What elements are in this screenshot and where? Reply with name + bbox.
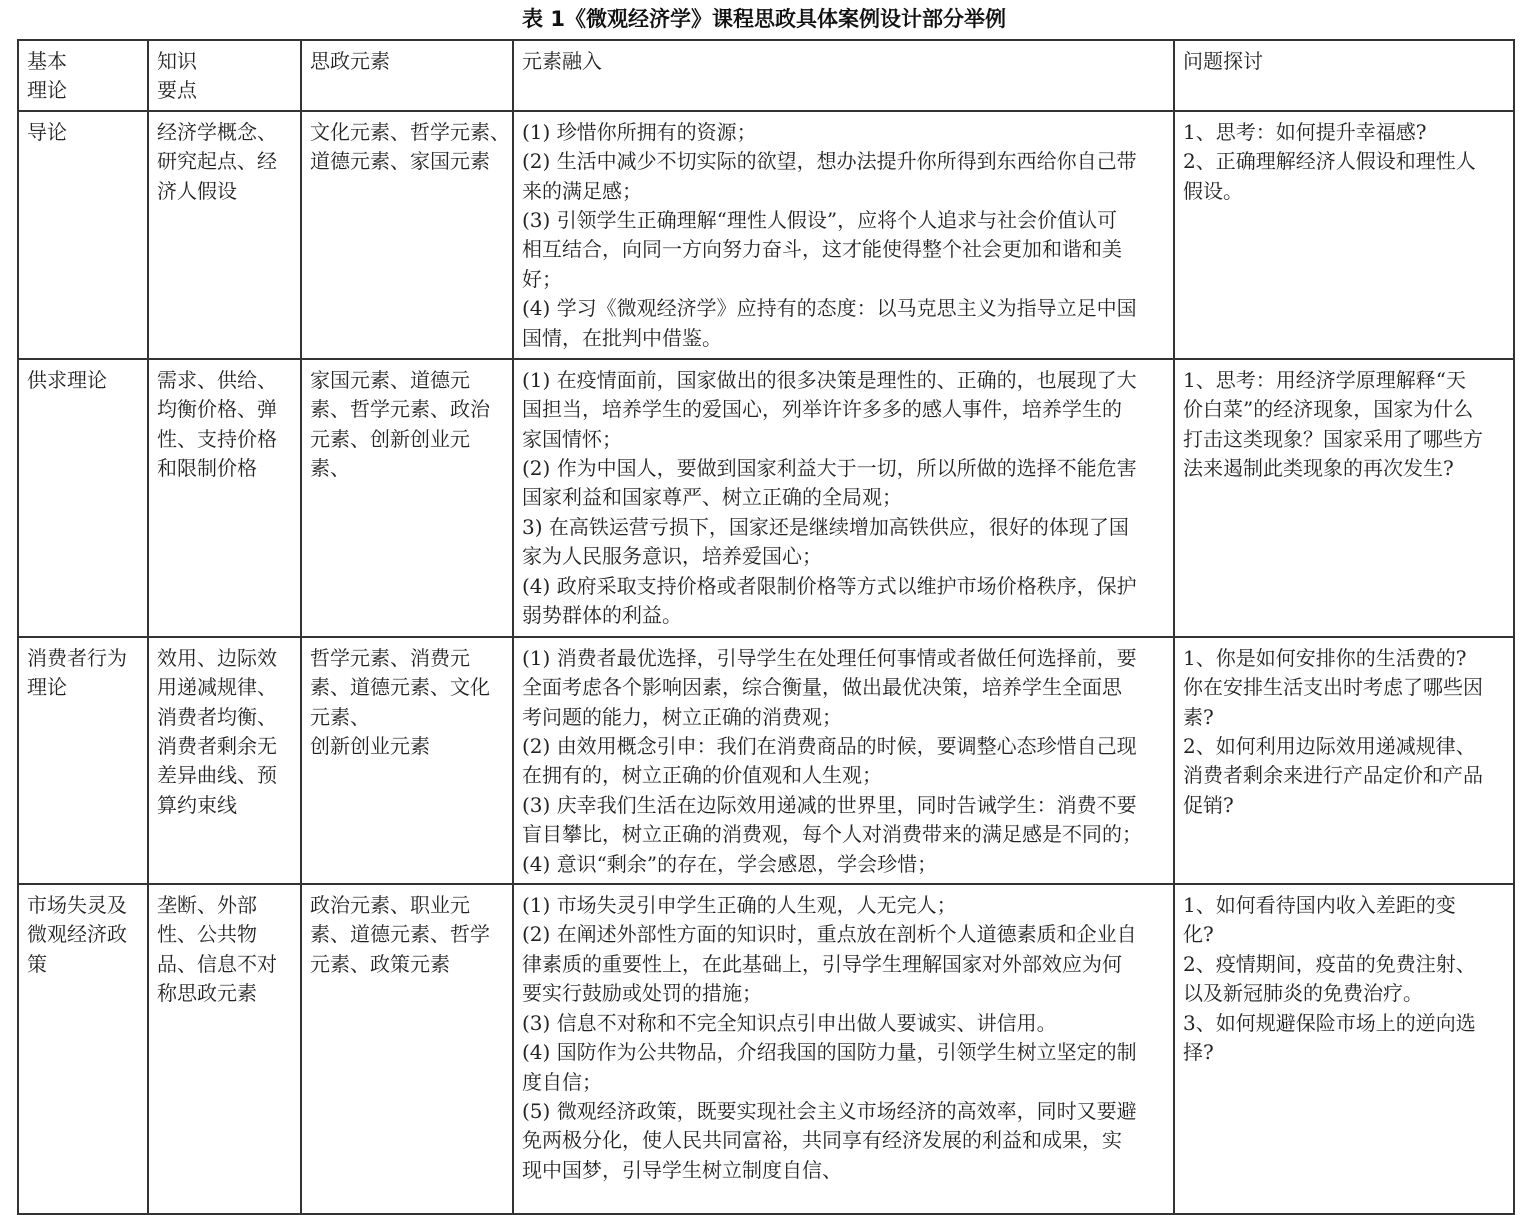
text-line: 均衡价格、弹 [157,397,277,422]
text-line: 思政元素 [310,49,390,73]
header-element-integration [513,40,1174,111]
cell-ideological-elements [301,111,513,359]
text-line: 打击这类现象？国家采用了哪些方 [1183,426,1483,451]
text-line: 消费者剩余来进行产品定价和产品 [1183,763,1483,788]
text-line: 称思政元素 [157,981,257,1006]
cell-ideological-elements [301,884,513,1214]
text-line: 弱势群体的利益。 [522,603,682,628]
text-line: 2、疫情期间，疫苗的免费注射、 [1183,951,1476,976]
text-line: 全面考虑各个影响因素，综合衡量，做出最优决策，培养学生全面思 [522,675,1122,700]
text-line: 你在安排生活支出时考虑了哪些因 [1183,675,1483,700]
cell-ideological-elements [301,359,513,637]
text-line: 元素、创新创业元 [310,426,470,451]
text-line: 元素、政策元素 [310,951,450,976]
text-line: 素、哲学元素、政治 [310,397,490,422]
cell-element-integration [513,884,1174,1214]
text-line: 效用、边际效 [157,645,277,670]
text-line: 素、道德元素、文化 [310,675,490,700]
text-line: 元素融入 [522,49,602,73]
text-line: 政治元素、职业元 [310,893,470,918]
text-line: 元素、 [310,704,370,729]
text-line: 来的满足感； [522,178,642,203]
cell-knowledge-points [148,111,301,359]
text-line: 素? [1183,704,1214,729]
text-line: 国家利益和国家尊严、树立正确的全局观； [522,485,902,510]
table-row [18,359,1514,637]
text-line: 经济学概念、 [157,119,277,144]
text-line: 考问题的能力，树立正确的消费观； [522,704,842,729]
text-line: 价白菜”的经济现象，国家为什么 [1183,397,1474,422]
text-line: 家国元素、道德元 [310,367,470,392]
text-line: 在拥有的，树立正确的价值观和人生观； [522,763,882,788]
text-line: 法来遏制此类现象的再次发生? [1183,456,1454,481]
table-title: 表 1《微观经济学》课程思政具体案例设计部分举例 [522,7,1006,31]
cell-basic-theory [18,884,148,1214]
text-line: 基本 [27,49,67,73]
text-line: (2) 作为中国人，要做到国家利益大于一切，所以所做的选择不能危害 [522,456,1137,481]
cell-discussion-questions [1174,359,1514,637]
cell-basic-theory [18,359,148,637]
cell-element-integration [513,359,1174,637]
text-line: 1、思考：用经济学原理解释“天 [1183,367,1466,392]
text-line: 导论 [27,119,67,144]
text-line: 策 [27,951,47,976]
text-line: (1) 珍惜你所拥有的资源； [522,119,757,144]
header-basic-theory [18,40,148,111]
cell-knowledge-points [148,359,301,637]
text-line: 理论 [27,78,67,103]
text-line: 性、支持价格 [157,426,277,451]
text-line: 供求理论 [27,367,107,392]
text-line: 需求、供给、 [157,367,277,392]
text-line: 创新创业元素 [310,734,430,759]
text-line: 要点 [157,78,197,103]
text-line: 理论 [27,675,67,700]
text-line: 问题探讨 [1183,49,1263,73]
text-line: 1、你是如何安排你的生活费的? [1183,645,1467,670]
text-line: 2、正确理解经济人假设和理性人 [1183,149,1476,174]
cell-discussion-questions [1174,111,1514,359]
table-row [18,637,1514,884]
course-case-table [17,39,1515,1215]
text-line: 以及新冠肺炎的免费治疗。 [1183,981,1423,1006]
text-line: 化? [1183,922,1214,947]
text-line: 济人假设 [157,178,237,203]
text-line: 差异曲线、预 [157,763,277,788]
text-line: 1、如何看待国内收入差距的变 [1183,893,1456,918]
text-line: (4) 意识“剩余”的存在，学会感恩，学会珍惜； [522,851,938,876]
text-line: (2) 由效用概念引申：我们在消费商品的时候，要调整心态珍惜自己现 [522,734,1137,759]
text-line: 促销? [1183,792,1234,817]
text-line: (1) 市场失灵引申学生正确的人生观，人无完人； [522,893,957,918]
text-line: 现中国梦，引导学生树立制度自信、 [522,1157,842,1182]
text-line: 免两极分化，使人民共同富裕，共同享有经济发展的利益和成果，实 [522,1128,1122,1153]
header-knowledge-points [148,40,301,111]
text-line: 择? [1183,1040,1214,1065]
text-line: 消费者剩余无 [157,734,277,759]
text-line: 研究起点、经 [157,149,277,174]
text-line: 3、如何规避保险市场上的逆向选 [1183,1010,1476,1035]
text-line: 算约束线 [157,792,237,817]
text-line: 3) 在高铁运营亏损下，国家还是继续增加高铁供应，很好的体现了国 [522,514,1129,539]
cell-discussion-questions [1174,884,1514,1214]
text-line: 哲学元素、消费元 [310,645,470,670]
cell-knowledge-points [148,637,301,884]
table-row [18,884,1514,1214]
cell-discussion-questions [1174,637,1514,884]
table-row [18,111,1514,359]
text-line: 家国情怀； [522,426,622,451]
text-line: 要实行鼓励或处罚的措施； [522,981,762,1006]
text-line: 道德元素、家国元素 [310,149,490,174]
text-line: 消费者行为 [27,645,127,670]
text-line: (4) 学习《微观经济学》应持有的态度：以马克思主义为指导立足中国 [522,296,1137,321]
text-line: 盲目攀比，树立正确的消费观，每个人对消费带来的满足感是不同的； [522,822,1142,847]
text-line: 国情，在批判中借鉴。 [522,325,722,350]
text-line: (2) 在阐述外部性方面的知识时，重点放在剖析个人道德素质和企业自 [522,922,1137,947]
text-line: 素、道德元素、哲学 [310,922,490,947]
text-line: 相互结合，向同一方向努力奋斗，这才能使得整个社会更加和谐和美 [522,237,1122,262]
text-line: 用递减规律、 [157,675,277,700]
text-line: 和限制价格 [157,456,257,481]
text-line: (1) 消费者最优选择，引导学生在处理任何事情或者做任何选择前，要 [522,645,1137,670]
text-line: 文化元素、哲学元素、 [310,119,510,144]
text-line: 微观经济政 [27,922,127,947]
text-line: 国担当，培养学生的爱国心，列举许许多多的感人事件，培养学生的 [522,397,1122,422]
text-line: 家为人民服务意识，培养爱国心； [522,544,822,569]
cell-ideological-elements [301,637,513,884]
text-line: 律素质的重要性上，在此基础上，引导学生理解国家对外部效应为何 [522,951,1122,976]
text-line: 消费者均衡、 [157,704,277,729]
header-row [18,40,1514,111]
header-ideological-elements [301,40,513,111]
header-discussion-questions [1174,40,1514,111]
text-line: 好； [522,266,562,291]
text-line: (4) 政府采取支持价格或者限制价格等方式以维护市场价格秩序，保护 [522,573,1137,598]
text-line: 1、思考：如何提升幸福感? [1183,119,1427,144]
text-line: 性、公共物 [157,922,257,947]
text-line: (2) 生活中减少不切实际的欲望，想办法提升你所得到东西给你自己带 [522,149,1137,174]
cell-element-integration [513,111,1174,359]
text-line: 知识 [157,49,197,73]
text-line: 品、信息不对 [157,951,277,976]
text-line: 假设。 [1183,178,1243,203]
text-line: (3) 庆幸我们生活在边际效用递减的世界里，同时告诫学生：消费不要 [522,792,1137,817]
text-line: (3) 引领学生正确理解“理性人假设”，应将个人追求与社会价值认可 [522,208,1118,233]
cell-basic-theory [18,637,148,884]
cell-element-integration [513,637,1174,884]
text-line: 2、如何利用边际效用递减规律、 [1183,734,1476,759]
cell-basic-theory [18,111,148,359]
text-line: (5) 微观经济政策，既要实现社会主义市场经济的高效率，同时又要避 [522,1098,1137,1123]
text-line: 市场失灵及 [27,893,127,918]
text-line: (1) 在疫情面前，国家做出的很多决策是理性的、正确的，也展现了大 [522,367,1137,392]
cell-knowledge-points [148,884,301,1214]
text-line: 度自信； [522,1069,602,1094]
text-line: 素、 [310,456,350,481]
text-line: (3) 信息不对称和不完全知识点引申出做人要诚实、讲信用。 [522,1010,1057,1035]
text-line: (4) 国防作为公共物品，介绍我国的国防力量，引领学生树立坚定的制 [522,1040,1137,1065]
text-line: 垄断、外部 [157,893,257,918]
